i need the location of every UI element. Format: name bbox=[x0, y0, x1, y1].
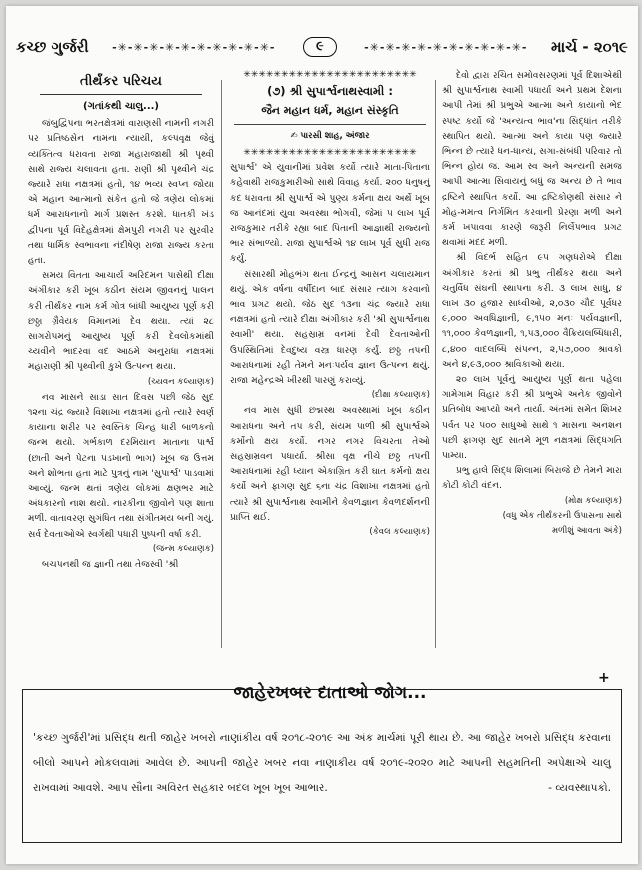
paragraph: શ્રી વિદર્ભ સહિત ૯૫ ગણધરોએ દીક્ષા અંગીકાર કરતાં શ્રી પ્રભુ તીર્થંકર થયા અને ચતુર્વિધ સંઘની સ્થાપના કરી. ૩ લાખ સાધુ, ૪ લાખ ૩૦ હજાર સાધ્વીઓ, ૨,૦૩૦ ચૌદ પૂર્વધર ૯,૦૦૦ અવધિજ્ઞાની, ૯,૧૫૦ મનઃ પર્યવજ્ઞાની, ૧૧,૦૦૦ કેવળજ્ઞાની, ૧,૫૩,૦૦૦ વૈક્રિયલબ્ધિધારી, ૮,૪૦૦ વાદલબ્ધિ સંપન્ન, ૨,૫૭,૦૦૦ શ્રાવકો અને ૪,૯૩,૦૦૦ શ્રાવિકાઓ થયા. bbox=[442, 252, 622, 370]
decorative-stars: ✳✳✳✳✳✳✳✳✳✳✳✳✳✳✳✳✳✳✳✳✳✳✳ bbox=[243, 70, 417, 80]
column-divider bbox=[435, 80, 436, 648]
paragraph: જંબુદ્વિપના ભરતક્ષેત્રમાં વારાણસી નામની નગરી પર પ્રતિષ્ઠસેન નામના ન્યાયી, કલ્પવૃક્ષ જેવું વ્યક્તિત્વ ધરાવતા રાજા મહારાજાથી શ્રી પૃથ્વી સાથે રાજ્ય ચલાવતા હતા. રાણી શ્રી પૃથ્વીને ચંદ્ર જ્યારે રાધા નક્ષત્રમાં હતો, ૧૪ ભવ્ય સ્વપ્ન જોયા એ મહાન આત્માનો સંકેત હતો જે ત્રણેય લોકમાં ધર્મ આરાધનાનો માર્ગ પ્રશસ્ત કરશે. ધાતકી ખંડ દ્વીપના પૂર્વ વિદેહક્ષેત્રમાં ક્ષેમપુરી નગરી પર સુરવીર તથા ધાર્મિક સ્વભાવના નંદીષેણ રાજા રાજ્ય કરતા હતા. bbox=[28, 118, 214, 267]
column-article-cont bbox=[442, 68, 622, 539]
section-title: તીર્થંકર પરિચય bbox=[40, 72, 202, 95]
paragraph: પ્રભુ હાલે સિદ્ધ શિલામાં બિરાજે છે તેમને મારા કોટી કોટી વંદન. bbox=[442, 465, 622, 492]
magazine-name: કચ્છ ગુર્જરી bbox=[16, 38, 89, 56]
kalyanak-tag: (ચ્યવન કલ્યાણક) bbox=[147, 376, 214, 387]
article-title: (૭) શ્રી સુપાર્શ્વનાથસ્વામી : bbox=[267, 84, 393, 98]
magazine-page bbox=[6, 6, 638, 864]
notice-signature: - વ્યવસ્થાપકો. bbox=[548, 782, 611, 794]
column-divider bbox=[221, 80, 222, 648]
kalyanak-tag: (કેવલ કલ્યાણક) bbox=[369, 527, 430, 538]
header-stars-right: -✳-✳-✳-✳-✳-✳-✳-✳-✳-✳- bbox=[364, 40, 528, 54]
paragraph: સુપાર્શ્વ' એ યુવાનીમાં પ્રવેશ કર્યો ત્યારે માતા-પિતાના કહેવાથી રાજકુમારીઓ સાથે વિવાહ કર્યા. ૨૦૦ ધનુષનું કદ ધરાવતા શ્રી સુપાર્શ્વ એ પુણ્ય કર્મના ક્ષય અર્થે ખૂબ જ આનંદમાં યુવા અવસ્થા ભોગવી, જેમાં ૫ લાખ પૂર્વ રાજકુમાર તરીકે રહ્યા બાદ પિતાની આજ્ઞાથી રાજ્યનો ભાર સંભાળ્યો. રાજા સુપાર્શ્વએ ૧૪ લાખ પૂર્વ સુધી રાજ કર્યું. bbox=[230, 162, 430, 265]
notice-title: જાહેરખબર દાતાઓ જોગ... bbox=[233, 683, 427, 703]
page-number: ૯ bbox=[303, 37, 337, 57]
column-article bbox=[230, 68, 430, 540]
continuation-note: મળીશું આવતા અંકે) bbox=[552, 526, 622, 537]
kalyanak-tag: (જન્મ કલ્યાણક) bbox=[152, 543, 214, 554]
plus-icon: + bbox=[598, 670, 610, 686]
page-header bbox=[16, 36, 628, 58]
notice-body bbox=[33, 726, 611, 801]
decorative-stars: ✳✳✳✳✳✳✳✳✳✳✳✳✳✳✳✳✳✳✳✳✳✳✳ bbox=[243, 148, 417, 159]
kalyanak-tag: (દીક્ષા કલ્યાણક) bbox=[371, 390, 430, 401]
advertiser-notice-box bbox=[22, 683, 622, 843]
paragraph: બચપનથી જ જ્ઞાની તથા તેજસ્વી 'શ્રી bbox=[42, 559, 179, 571]
paragraph: ૨૦ લાખ પૂર્વનું આયુષ્ય પૂર્ણ થતા પહેલા ગામેગામ વિહાર કરી શ્રી પ્રભુએ અનેક જીવોને પ્રતિબોધ આપ્યો અને તાર્યા. અંતમાં સમેત શિખર પર્વત પર ૫૦૦ સાધુઓ સાથે ૧ માસના અનશન પછી ફાગણ સુદ સાતમે મૂળ નક્ષત્રમાં સિદ્ધગતિ પામ્યા. bbox=[442, 374, 622, 462]
header-stars-left: -✳-✳-✳-✳-✳-✳-✳-✳-✳-✳- bbox=[112, 40, 276, 54]
paragraph: દેવો દ્વારા રચિત સમોવસરણમાં પૂર્વ દિશાએથી શ્રી સુપાર્શ્વનાથ સ્વામી પધાર્યા અને પ્રથમ દેશના આપી તેમાં શ્રી પ્રભુએ આત્મા અને કાયાનો ભેદ સ્પષ્ટ કર્યો જે 'અન્યત્વ ભાવ'ના સિદ્ધાંત તરીકે સ્થાપિત થયો. આત્મા અને કાયા પણ જ્યારે ભિન્ન છે ત્યારે ધન-ધાન્ય, સગા-સંબંધી પરિવાર તો ભિન્ન હોય જ. આમ સ્વ અને અન્યની સમજ આપી આત્મા સિવાયનું બધું જ અન્ય છે તે ભાવ દ્રષ્ટિને સ્થાપિત કર્યો. આ દ્રષ્ટિકોણથી સંસાર ને મોહ-મમત્વ નિર્ગમિત કરવાની પ્રેરણા મળી અને કર્મ ખપાવવા કારણે જરૂરી નિર્લેપભાવ પ્રગટ થવામાં મદદ મળી. bbox=[442, 70, 622, 249]
paragraph: નવ માસને સાડા સાત દિવસ પછી જેઠ સુદ ૧૨ના ચંદ્ર જ્યારે વિશાખા નક્ષત્રમાં હતો ત્યારે સ્વર્ણ કાયાના શરીર પર સ્વસ્તિક ચિન્હ ધારી બાળકનો જન્મ થયો. ગર્ભકાળ દરમિયાન માતાના પાર્શ્વ (છાતી અને પેટના પડખાનો ભાગ) ખૂબ જ ઉત્તમ અને શોભતા હતા માટે પુત્રનું નામ 'સુપાર્શ્વ' પાડવામાં આવ્યું. જન્મ થતાં ત્રણેય લોકમાં ક્ષણભર માટે અંધકારનો નાશ થયો. નારકીના જીવોને પણ શાતા મળી. વાતાવરણ સુગંધિત તથા સંગીતમય બની ગયું. સર્વ દેવતાઓએ સ્વર્ગથી પધારી પુષ્પની વર્ષા કરી. bbox=[28, 391, 214, 540]
continuation-note: (વધુ એક તીર્થંકરની ઉપાસના સાથે bbox=[502, 510, 622, 521]
paragraph: સમય વિતતા આચાર્ય અરિદમન પાસેથી દીક્ષા અંગીકાર કરી ખૂબ કઠીન સંયમ જીવનનું પાલન કરી તીર્થંકર નામ કર્મ ગોત્ર બાંધી આયુષ્ય પૂર્ણ કરી છઠ્ઠા ગ્રૈવેયક વિમાનમાં દેવ થયા. ત્યાં ૨૮ સાગરોપમનું આયુષ્ય પૂર્ણ કરી દેવલોકમાંથી ચ્યવીને ભાદરવા વદ આઠમે અનુરાધા નક્ષત્રમાં મહારાણી શ્રી પૃથ્વીની કુખે ઉત્પન્ન થયા. bbox=[28, 270, 214, 373]
article-subtitle: જૈન મહાન ધર્મ, મહાન સંસ્કૃતિ bbox=[234, 102, 426, 125]
column-tirthankar-intro bbox=[28, 66, 214, 572]
continued-label: (ગતાંકથી ચાલુ...) bbox=[83, 101, 159, 112]
notice-text: 'કચ્છ ગુર્જરી'માં પ્રસિદ્ધ થતી જાહેર ખબરો નાણાંકીય વર્ષ ૨૦૧૮-૨૦૧૯ આ અંક માર્ચમાં પૂરી થાય છે. આ જાહેર ખબરો પ્રસિદ્ધ કરવાના બીલો આપને મોકલવામાં આવેલ છે. આપની જાહેર ખબર નવા નાણાકીય વર્ષ ૨૦૧૯-૨૦૨૦ માટે આપની સહમતિની અપેક્ષાએ ચાલુ રાખવામાં આવશે. આપ સૌના અવિરત સહકાર બદલ ખૂબ ખૂબ આભાર. bbox=[33, 732, 611, 794]
paragraph: નવ માસ સુધી છદ્મસ્થ અવસ્થામાં ખૂબ કઠીન આરાધના અને તપ કરી, સંયમ પાળી શ્રી સુપાર્શ્વએ કર્મોનો ક્ષય કર્યો. નગર નગર વિચરતા તેઓ સહસ્રામ્રવન પધાર્યા. શ્રીસા વૃક્ષ નીચે છઠ્ઠ તપની આરાધનામાં રહી ધ્યાન એકાગ્રિત કરી ઘાત કર્મનો ક્ષય કર્યો અને ફાગણ સુદ ૬ના ચંદ્ર વિશાખા નક્ષત્રમાં હતો ત્યારે શ્રી સુપાર્શ્વનાથ સ્વામીને કેવળજ્ઞાન કેવળદર્શનની પ્રાપ્તિ થઈ. bbox=[230, 405, 430, 523]
kalyanak-tag: (મોક્ષ કલ્યાણક) bbox=[564, 495, 622, 506]
issue-date: માર્ચ - ૨૦૧૯ bbox=[550, 38, 628, 56]
article-author: ✍ પારસી શાહ, અંજાર bbox=[290, 131, 370, 141]
paragraph: સંસારથી મોહભંગ થતા ઈન્દ્રનું આસન ચલાયમાન થયું. એક વર્ષના વર્ષીદાન બાદ સંસાર ત્યાગ કરવાનો ભાવ પ્રગટ થયો. જેઠ સુદ ૧૩ના ચંદ્ર જ્યારે રાધા નક્ષત્રમાં હતો ત્યારે દીક્ષા અંગીકાર કરી 'શ્રી સુપાર્શ્વનાથ સ્વામી' થયા. સહસ્રામ્ર વનમાં દેવી દેવતાઓની ઉપસ્થિતિમાં દેવદુષ્ય વસ્ત્ર ધારણ કર્યું. છઠ્ઠ તપની આરાધનામાં રહી તેમને મનઃપર્યવ જ્ઞાન ઉત્પન્ન થયું. રાજા મહેન્દ્રએ ખીરથી પારણું કરાવ્યું. bbox=[230, 268, 430, 387]
